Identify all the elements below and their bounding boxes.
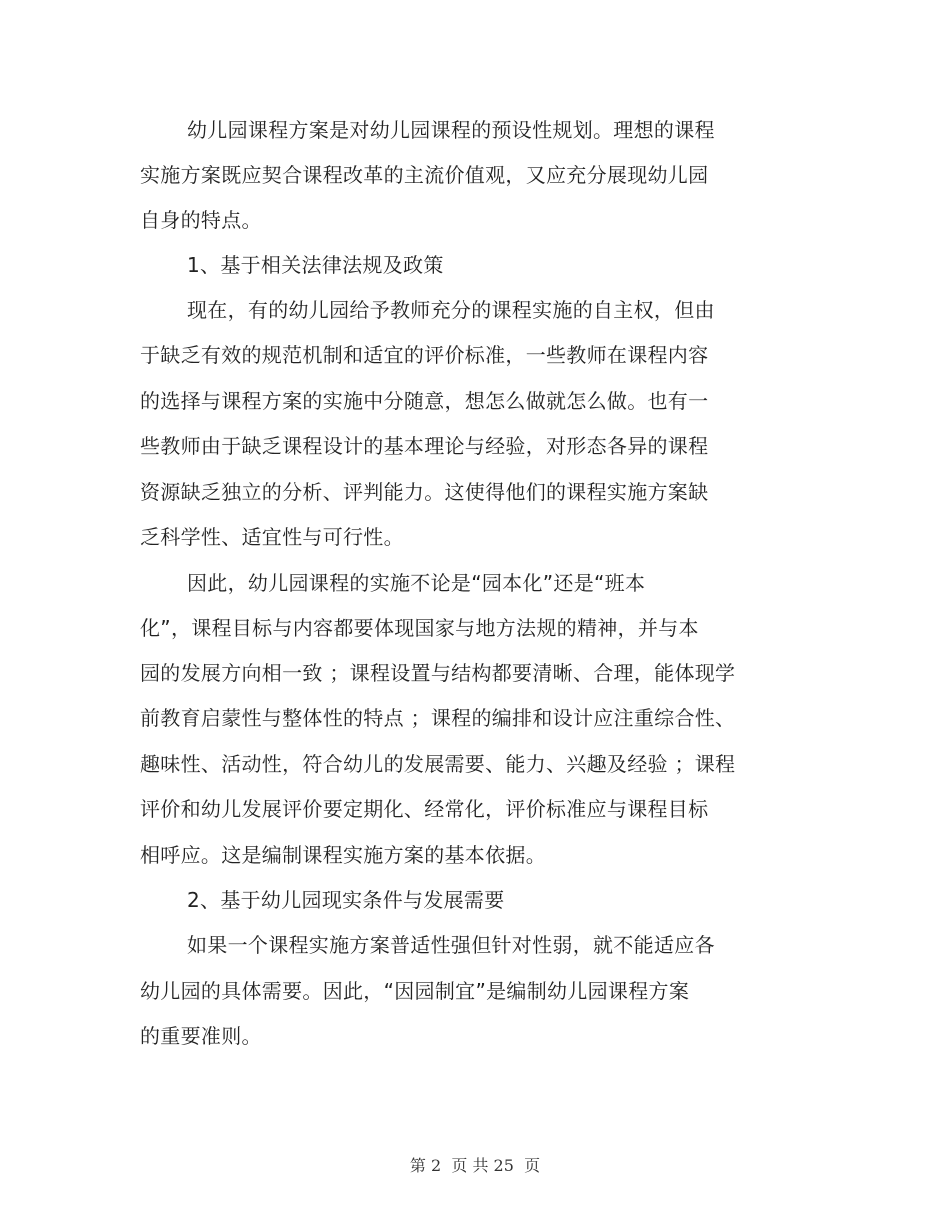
section-heading-1: 1、基于相关法律法规及政策 (187, 253, 444, 277)
paragraph-2-line-2: 于缺乏有效的规范机制和适宜的评价标准，一些教师在课程内容 (140, 343, 709, 367)
paragraph-3-line-1: 因此，幼儿园课程的实施不论是“园本化”还是“班本 (187, 571, 646, 595)
paragraph-4-line-1: 如果一个课程实施方案普适性强但针对性弱，就不能适应各 (187, 933, 715, 957)
paragraph-2-line-6: 乏科学性、适宜性与可行性。 (140, 525, 404, 549)
paragraph-2-line-3: 的选择与课程方案的实施中分随意，想怎么做就怎么做。也有一 (140, 389, 709, 413)
paragraph-4-line-3: 的重要准则。 (140, 1024, 262, 1048)
paragraph-3-line-5: 趣味性、活动性，符合幼儿的发展需要、能力、兴趣及经验 ；课程 (140, 752, 736, 776)
paragraph-3-line-3: 园的发展方向相一致 ；课程设置与结构都要清晰、合理，能体现学 (140, 661, 736, 685)
paragraph-3-line-2: 化”，课程目标与内容都要体现国家与地方法规的精神，并与本 (140, 616, 699, 640)
paragraph-1-line-1: 幼儿园课程方案是对幼儿园课程的预设性规划。理想的课程 (187, 118, 715, 142)
paragraph-3-line-7: 相呼应。这是编制课程实施方案的基本依据。 (140, 843, 546, 867)
paragraph-1-line-2: 实施方案既应契合课程改革的主流价值观，又应充分展现幼儿园 (140, 163, 709, 187)
paragraph-1-line-3: 自身的特点。 (140, 208, 262, 232)
paragraph-2-line-1: 现在，有的幼儿园给予教师充分的课程实施的自主权，但由 (187, 298, 715, 322)
paragraph-3-line-6: 评价和幼儿发展评价要定期化、经常化，评价标准应与课程目标 (140, 797, 709, 821)
page-number-footer: 第 2 页 共 25 页 (409, 1156, 541, 1175)
paragraph-3-line-4: 前教育启蒙性与整体性的特点 ；课程的编排和设计应注重综合性、 (140, 706, 736, 730)
section-heading-2: 2、基于幼儿园现实条件与发展需要 (187, 888, 505, 912)
paragraph-4-line-2: 幼儿园的具体需要。因此，“因园制宜”是编制幼儿园课程方案 (140, 979, 690, 1003)
paragraph-2-line-5: 资源缺乏独立的分析、评判能力。这使得他们的课程实施方案缺 (140, 480, 709, 504)
paragraph-2-line-4: 些教师由于缺乏课程设计的基本理论与经验，对形态各异的课程 (140, 434, 709, 458)
